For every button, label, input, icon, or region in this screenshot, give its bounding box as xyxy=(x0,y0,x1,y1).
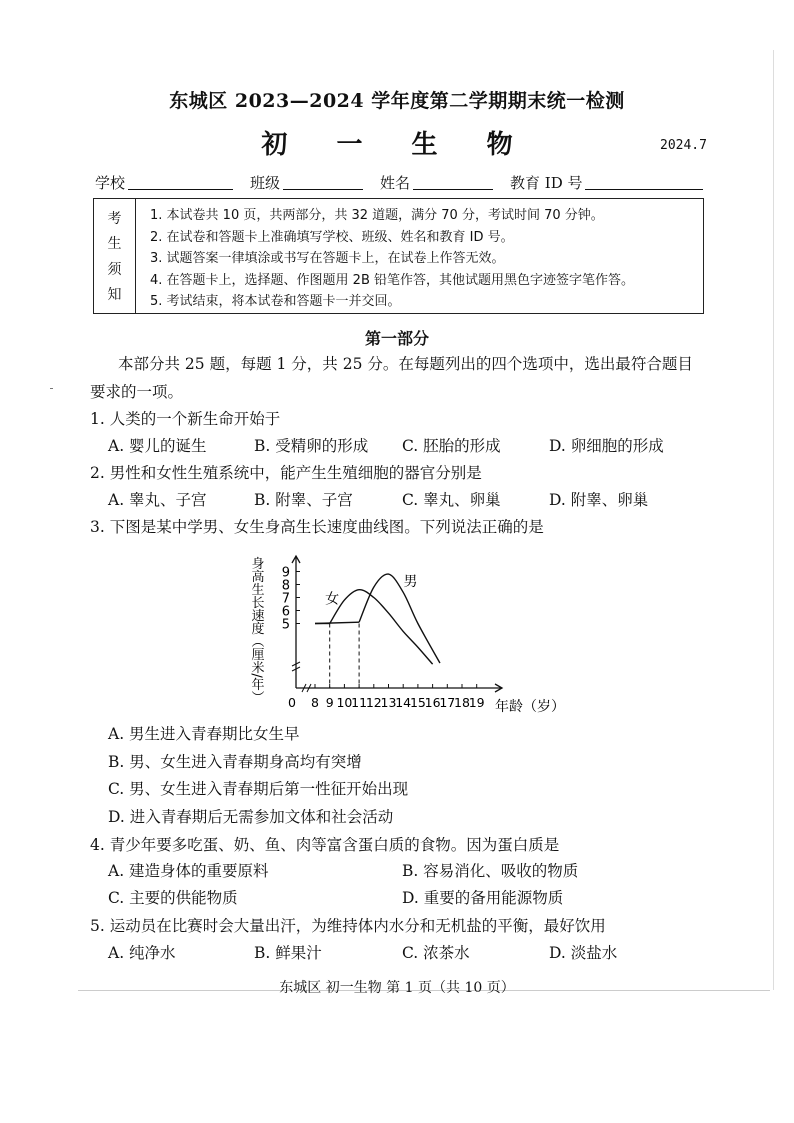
series-line-boys xyxy=(359,574,440,663)
school-blank xyxy=(128,188,233,190)
q1-stem: 1. 人类的一个新生命开始于 xyxy=(90,410,281,428)
y-tick-label: 6 xyxy=(281,604,290,620)
q3-stem: 3. 下图是某中学男、女生身高生长速度曲线图。下列说法正确的是 xyxy=(90,518,544,536)
notice-box xyxy=(93,198,704,314)
q2-option-a: A. 睾丸、子宫 xyxy=(108,491,207,509)
series-line-baseline xyxy=(315,622,359,623)
q4-option-a: A. 建造身体的重要原料 xyxy=(108,862,269,880)
y-tick-label: 5 xyxy=(281,617,290,633)
q5-option-a: A. 纯净水 xyxy=(108,944,176,962)
scan-speck xyxy=(50,388,53,389)
q3-option-a: A. 男生进入青春期比女生早 xyxy=(108,725,300,743)
x-tick-label: 11 xyxy=(351,695,368,710)
notice-lines xyxy=(150,205,634,313)
notice-label-char: 生 xyxy=(107,236,122,253)
q3-option-d: D. 进入青春期后无需参加文体和社会活动 xyxy=(108,808,394,826)
y-tick-label: 9 xyxy=(281,565,290,581)
chart-x-label: 年龄（岁） xyxy=(495,699,565,715)
edu-id-blank xyxy=(585,188,703,190)
x-tick-label: 0 xyxy=(288,695,296,710)
q5-option-c: C. 浓茶水 xyxy=(402,944,470,962)
notice-label-char: 考 xyxy=(107,210,122,227)
x-tick-label: 19 xyxy=(468,695,485,710)
section-intro-line1: 本部分共 25 题，每题 1 分，共 25 分。在每题列出的四个选项中，选出最符合题目 xyxy=(118,355,693,373)
q5-option-d: D. 淡盐水 xyxy=(549,944,618,962)
x-tick-label: 17 xyxy=(439,695,456,710)
q4-stem: 4. 青少年要多吃蛋、奶、鱼、肉等富含蛋白质的食物。因为蛋白质是 xyxy=(90,836,560,854)
x-tick-label: 10 xyxy=(336,695,353,710)
scan-edge xyxy=(773,50,774,990)
q3-option-c: C. 男、女生进入青春期后第一性征开始出现 xyxy=(108,780,409,798)
notice-label-char: 知 xyxy=(107,287,122,304)
q5-stem: 5. 运动员在比赛时会大量出汗，为维持体内水分和无机盐的平衡，最好饮用 xyxy=(90,917,606,935)
q1-option-d: D. 卵细胞的形成 xyxy=(549,437,664,455)
chart-y-label: 身高生长速度（厘米/年） xyxy=(248,556,264,704)
name-label: 姓名 xyxy=(380,174,411,192)
chart-y-ticks xyxy=(282,566,300,633)
subject-title: 初 一 生 物 xyxy=(261,130,533,160)
q1-option-c: C. 胚胎的形成 xyxy=(402,437,501,455)
q2-option-c: C. 睾丸、卵巢 xyxy=(402,491,501,509)
series-line-girls xyxy=(330,590,433,665)
x-tick-label: 14 xyxy=(395,695,412,710)
chart-series xyxy=(315,574,440,664)
section-title: 第一部分 xyxy=(364,329,429,348)
q2-option-d: D. 附睾、卵巢 xyxy=(549,491,649,509)
series-label: 男 xyxy=(403,574,418,591)
edu-id-label: 教育 ID 号 xyxy=(510,174,583,192)
x-tick-label: 13 xyxy=(380,695,397,710)
x-tick-label: 9 xyxy=(325,695,334,710)
q4-option-d: D. 重要的备用能源物质 xyxy=(402,889,564,907)
exam-title: 东城区 2023—2024 学年度第二学期期末统一检测 xyxy=(169,90,625,112)
q4-option-c: C. 主要的供能物质 xyxy=(108,889,238,907)
x-tick-label: 8 xyxy=(311,695,319,710)
growth-chart xyxy=(240,548,570,718)
notice-line: 2. 在试卷和答题卡上准确填写学校、班级、姓名和教育 ID 号。 xyxy=(150,229,514,245)
x-tick-label: 18 xyxy=(454,695,470,710)
notice-line: 5. 考试结束，将本试卷和答题卡一并交回。 xyxy=(150,294,401,309)
q5-option-b: B. 鲜果汁 xyxy=(254,944,322,962)
q2-stem: 2. 男性和女性生殖系统中，能产生生殖细胞的器官分别是 xyxy=(90,464,482,482)
notice-line: 1. 本试卷共 10 页，共两部分，共 32 道题，满分 70 分，考试时间 70 分钟。 xyxy=(150,208,604,223)
q2-option-b: B. 附睾、子宫 xyxy=(254,491,353,509)
class-blank xyxy=(283,188,363,190)
q3-option-b: B. 男、女生进入青春期身高均有突增 xyxy=(108,753,362,771)
notice-label xyxy=(94,199,136,313)
school-label: 学校 xyxy=(95,174,126,192)
q4-option-b: B. 容易消化、吸收的物质 xyxy=(402,862,579,880)
series-label: 女 xyxy=(325,591,340,608)
y-tick-label: 7 xyxy=(281,591,290,607)
notice-line: 3. 试题答案一律填涂或书写在答题卡上，在试卷上作答无效。 xyxy=(150,251,505,266)
q1-option-b: B. 受精卵的形成 xyxy=(254,437,369,455)
page-footer: 东城区 初一生物 第 1 页（共 10 页） xyxy=(279,980,515,996)
x-tick-label: 15 xyxy=(409,695,426,710)
x-tick-label: 12 xyxy=(365,695,382,710)
class-label: 班级 xyxy=(250,174,281,192)
q1-option-a: A. 婴儿的诞生 xyxy=(108,437,207,455)
name-blank xyxy=(413,188,493,190)
section-intro-line2: 要求的一项。 xyxy=(90,383,184,401)
notice-line: 4. 在答题卡上，选择题、作图题用 2B 铅笔作答，其他试题用黑色字迹签字笔作答。 xyxy=(150,272,634,288)
notice-label-char: 须 xyxy=(107,261,122,278)
x-tick-label: 16 xyxy=(424,695,441,710)
chart-guides xyxy=(330,624,359,689)
exam-date: 2024.7 xyxy=(660,138,707,153)
y-tick-label: 8 xyxy=(281,578,290,594)
